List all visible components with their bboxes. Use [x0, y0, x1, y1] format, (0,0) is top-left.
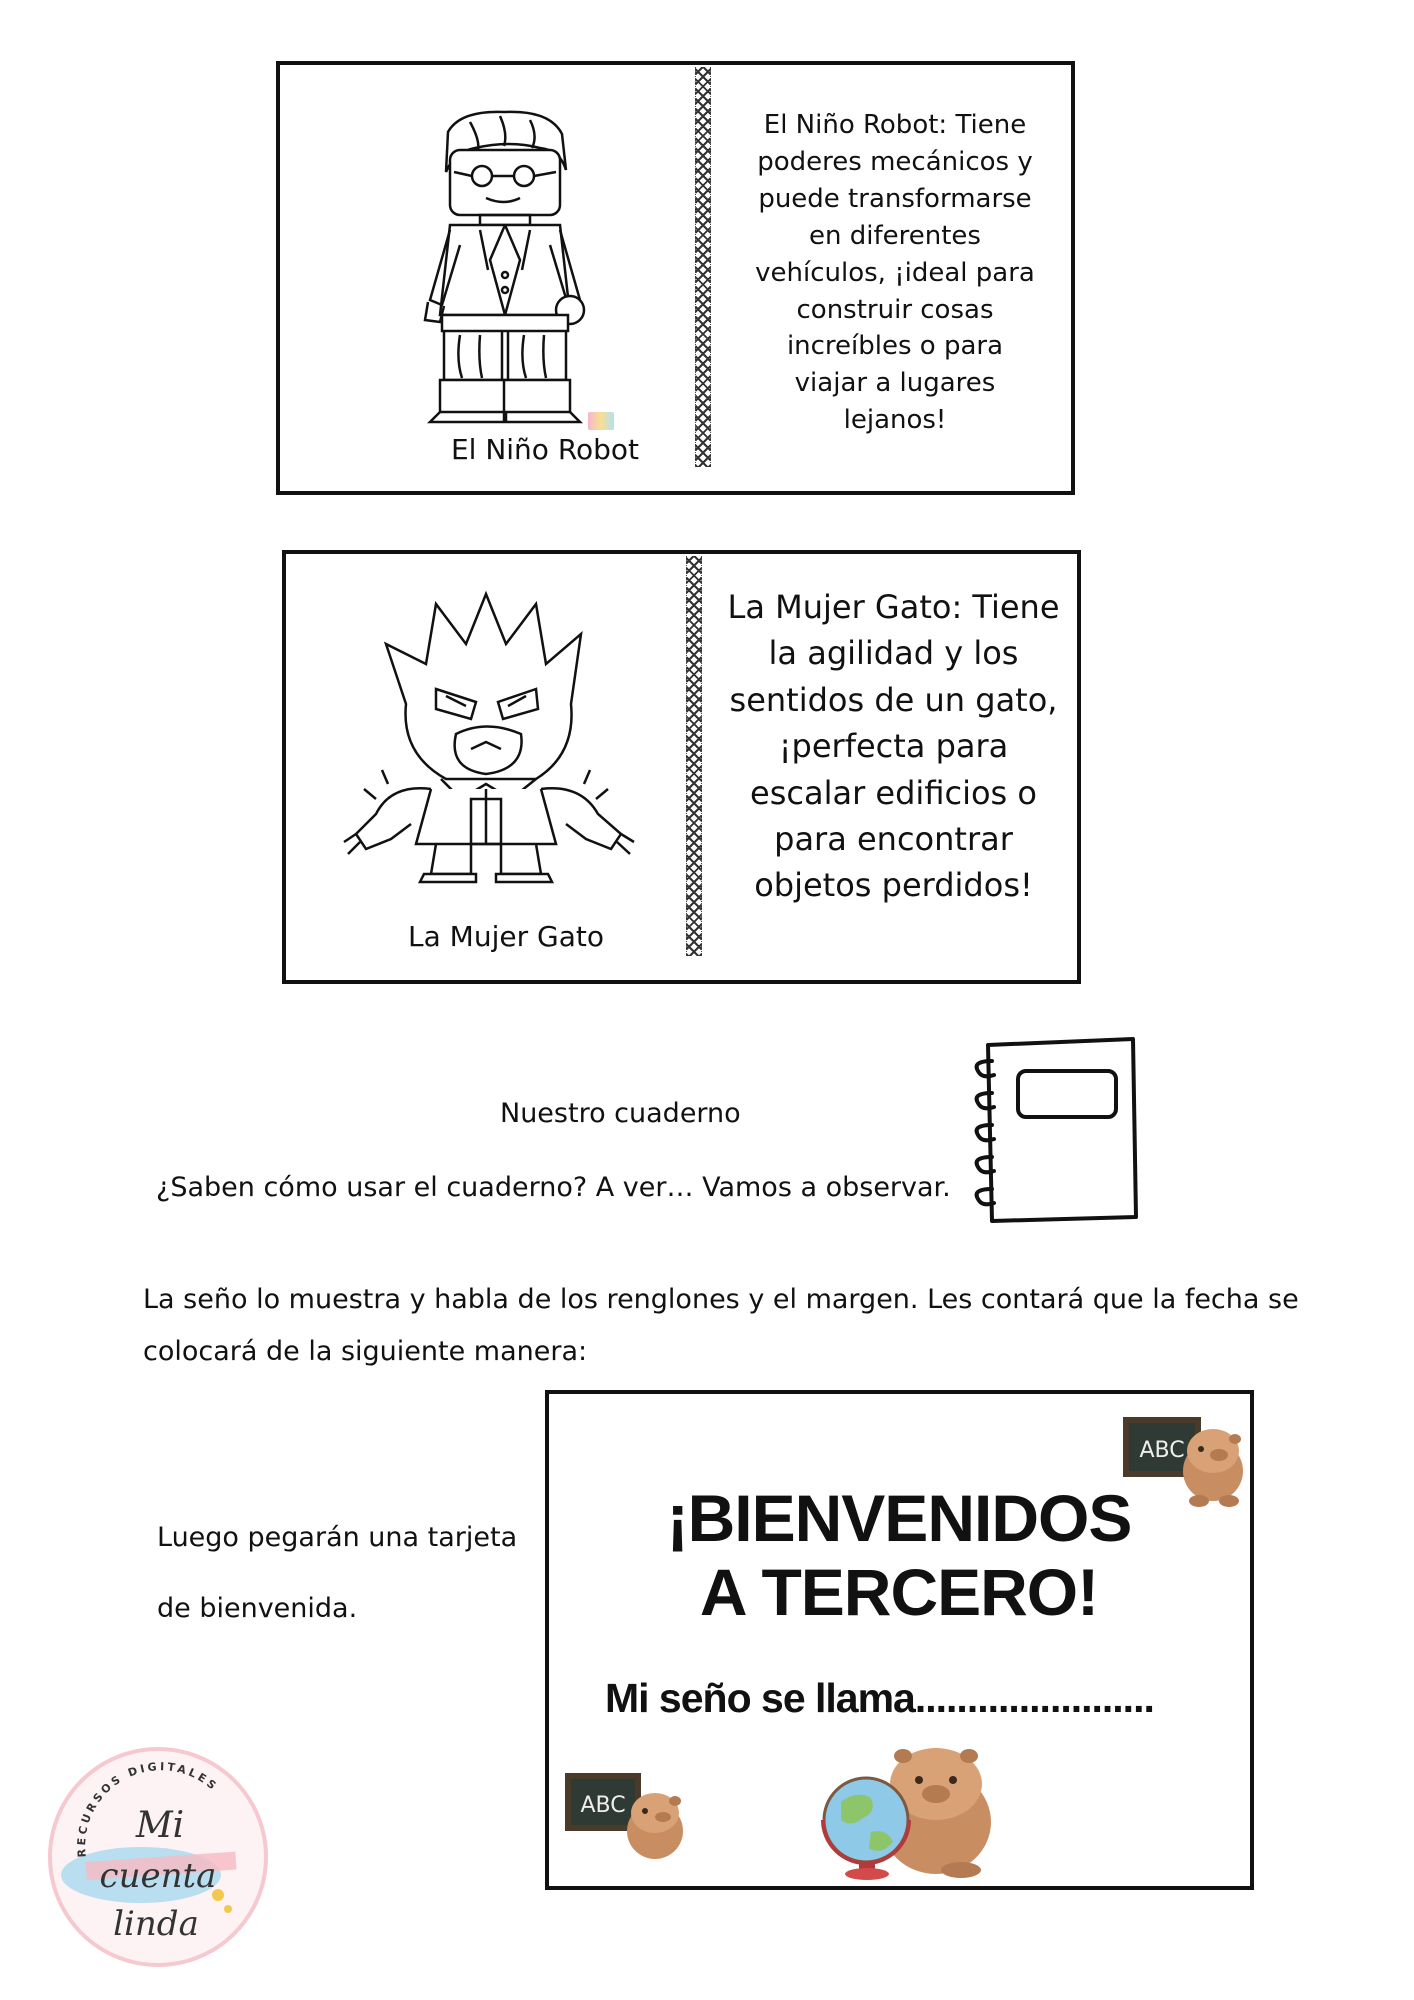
robot-caption: El Niño Robot — [450, 433, 640, 466]
welcome-card — [545, 1390, 1254, 1890]
welcome-title-line-1: ¡BIENVENIDOS — [666, 1481, 1132, 1555]
side-note-line-2: de bienvenida. — [157, 1593, 358, 1624]
paragraph-line-2: colocará de la siguiente manera: — [143, 1336, 588, 1367]
mi-cuenta-linda-logo — [46, 1745, 271, 1970]
teacher-name-line: Mi seño se llama....................... — [605, 1675, 1154, 1721]
welcome-title-line-2: A TERCERO! — [699, 1555, 1099, 1629]
logo-line-3: linda — [113, 1904, 199, 1944]
logo-arc-text: RECURSOS DIGITALES — [75, 1760, 221, 1858]
small-watermark-icon — [588, 412, 614, 430]
logo-line-2: cuenta — [99, 1856, 217, 1896]
paragraph-line-1: La seño lo muestra y habla de los renglones y el margen. Les contará que la fecha se — [143, 1284, 1299, 1315]
character-card-robot — [276, 61, 1075, 495]
cat-woman-caption: La Mujer Gato — [408, 920, 604, 953]
chalkboard-text: ABC — [580, 1793, 626, 1818]
card-divider — [695, 67, 711, 467]
notebook-question: ¿Saben cómo usar el cuaderno? A ver… Vamos a observar. — [156, 1172, 951, 1203]
side-note-line-1: Luego pegarán una tarjeta — [157, 1522, 518, 1553]
cat-woman-description: La Mujer Gato: Tiene la agilidad y los sentidos de un gato, ¡perfecta para escalar edificios o para encontrar objetos perdidos! — [727, 588, 1060, 905]
notebook-title: Nuestro cuaderno — [500, 1098, 741, 1129]
chalkboard-capybara-bottom — [563, 1769, 693, 1869]
card-divider — [686, 556, 702, 956]
chalkboard-text: ABC — [1139, 1438, 1185, 1463]
robot-description: El Niño Robot: Tiene poderes mecánicos y puede transformarse en diferentes vehículos, ¡ideal para construir cosas increíbles o para viajar a lugares lejanos! — [755, 110, 1035, 436]
robot-illustration — [420, 110, 590, 430]
notebook-icon — [968, 1035, 1143, 1225]
capybara-globe — [811, 1732, 1001, 1882]
character-card-cat-woman — [282, 550, 1081, 984]
cat-woman-illustration — [336, 584, 646, 884]
logo-line-1: Mi — [135, 1805, 185, 1846]
